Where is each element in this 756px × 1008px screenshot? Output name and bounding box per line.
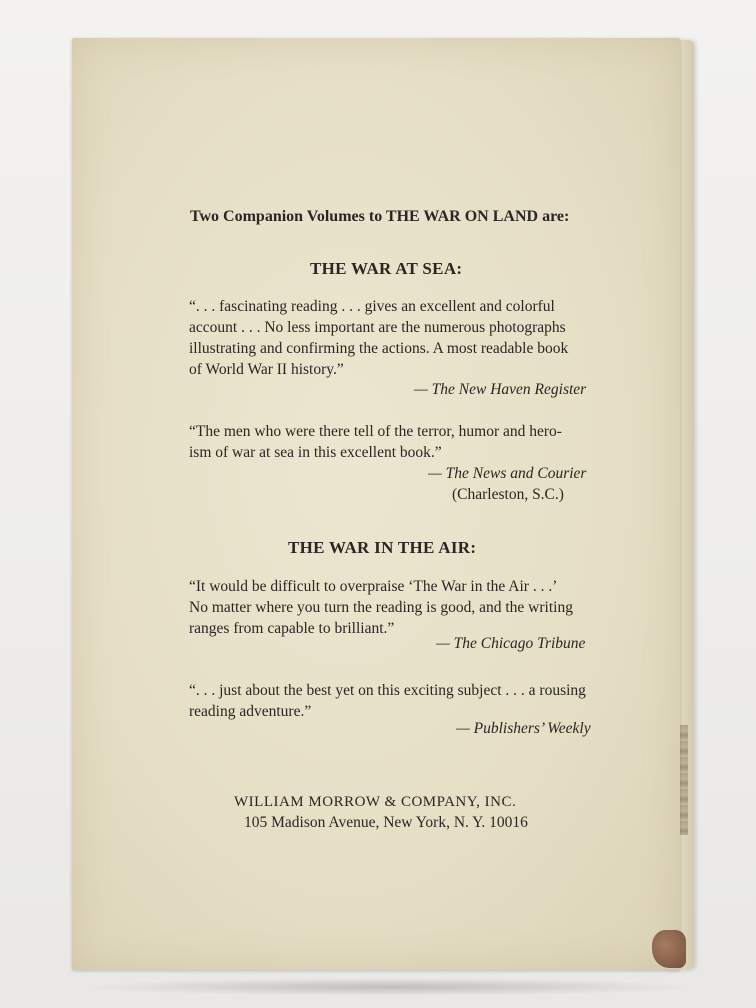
sea-review-1-line-2: account . . . No less important are the numerous photographs [189, 319, 566, 336]
sea-review-2-line-2: ism of war at sea in this excellent book.” [189, 444, 442, 461]
book-shadow [80, 978, 700, 996]
sea-review-2-line-1: “The men who were there tell of the terror, humor and hero- [189, 423, 562, 440]
sea-review-1-source: — The New Haven Register [414, 381, 587, 398]
air-review-2-line-1: “. . . just about the best yet on this exciting subject . . . a rousing [189, 682, 586, 699]
heading-war-in-the-air: THE WAR IN THE AIR: [288, 538, 477, 557]
sea-review-1-line-3: illustrating and confirming the actions. A most readable book [189, 340, 569, 357]
publisher-address: 105 Madison Avenue, New York, N. Y. 10016 [244, 814, 528, 831]
air-review-1-line-3: ranges from capable to brilliant.” [189, 620, 395, 637]
sea-review-1-line-4: of World War II history.” [189, 361, 344, 378]
sea-review-2-source-place: (Charleston, S.C.) [452, 486, 564, 503]
worn-corner-chip [652, 930, 686, 968]
sea-review-2-source: — The News and Courier [428, 465, 587, 482]
air-review-1-line-1: “It would be difficult to overpraise ‘The War in the Air . . .’ [189, 578, 558, 595]
air-review-2-line-2: reading adventure.” [189, 703, 312, 720]
heading-war-at-sea: THE WAR AT SEA: [310, 259, 463, 278]
air-review-1-source: — The Chicago Tribune [436, 635, 586, 652]
air-review-1-line-2: No matter where you turn the reading is good, and the writing [189, 599, 573, 616]
air-review-2-source: — Publishers’ Weekly [456, 720, 591, 737]
sea-review-1-line-1: “. . . fascinating reading . . . gives an excellent and colorful [189, 298, 555, 315]
intro-line: Two Companion Volumes to THE WAR ON LAND are: [190, 208, 570, 225]
publisher-name: WILLIAM MORROW & COMPANY, INC. [234, 794, 517, 810]
